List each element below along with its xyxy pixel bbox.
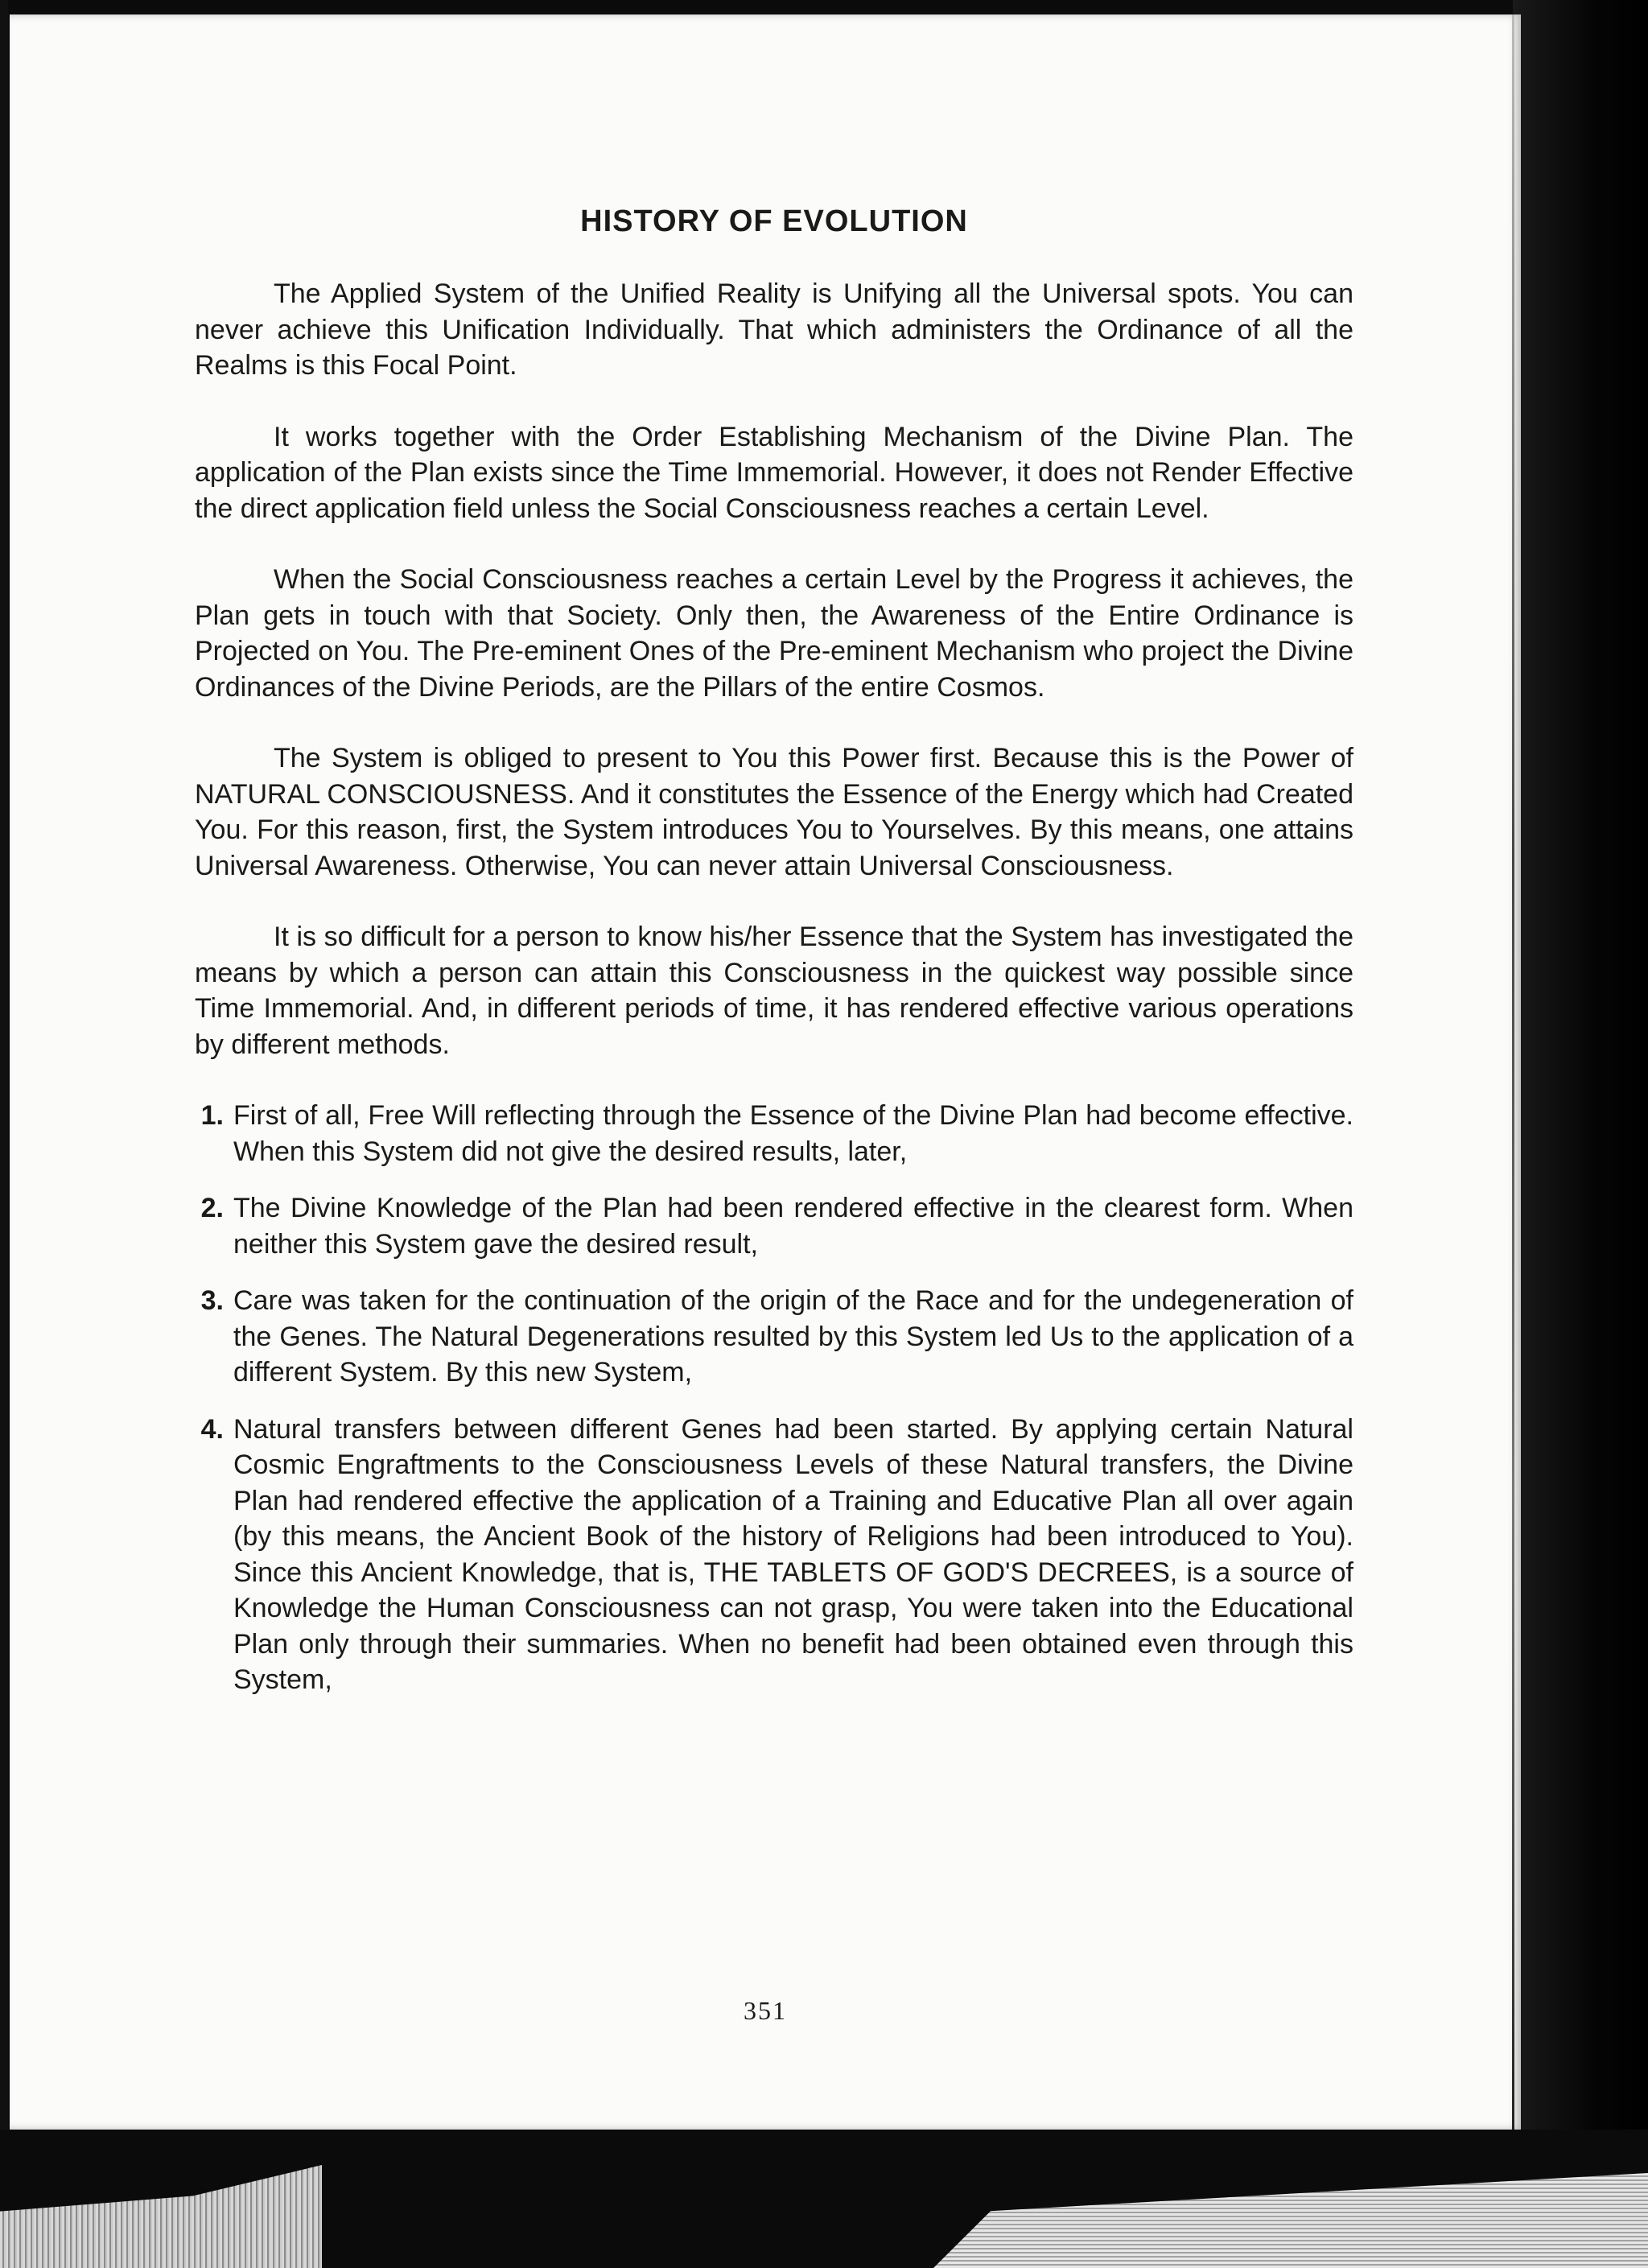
list-item-text: First of all, Free Will reflecting through the Essence of the Divine Plan had become effective. When this System did not give the desired results, later, bbox=[233, 1100, 1353, 1167]
page-title: HISTORY OF EVOLUTION bbox=[580, 204, 968, 238]
scan-top-border bbox=[0, 0, 1648, 16]
list-item bbox=[195, 1283, 1353, 1391]
numbered-list bbox=[195, 1098, 1353, 1698]
list-item bbox=[195, 1190, 1353, 1262]
paragraph-5: It is so difficult for a person to know his/her Essence that the System has investigated the means by which a person can attain this Consciousness in the quickest way possible since Time Immemorial. And, in different periods of time, it has rendered effective various operations by different methods. bbox=[195, 922, 1353, 1060]
list-item-number: 2. bbox=[200, 1193, 224, 1223]
list-item-number: 3. bbox=[200, 1285, 224, 1316]
paragraph-4: The System is obliged to present to You this Power first. Because this is the Power of NATURAL CONSCIOUSNESS. And it constitutes the Essence of the Energy which had Created You. For this reason, first, the System introduces You to Yourselves. By this means, one attains Universal Awareness. Otherwise, You can never attain Universal Consciousness. bbox=[195, 743, 1353, 881]
paragraph-3: When the Social Consciousness reaches a certain Level by the Progress it achieves, the Plan gets in touch with that Society. Only then, the Awareness of the Entire Ordinance is Projected on You. The Pre-eminent Ones of the Pre-eminent Mechanism who project the Divine Ordinances of the Divine Periods, are the Pillars of the entire Cosmos. bbox=[195, 564, 1353, 703]
scan-left-edge bbox=[0, 0, 8, 2141]
book-page bbox=[10, 14, 1521, 2130]
page-content bbox=[195, 204, 1353, 1719]
list-item-text: The Divine Knowledge of the Plan had been rendered effective in the clearest form. When neither this System gave the desired result, bbox=[233, 1193, 1353, 1260]
page-number: 351 bbox=[744, 1996, 787, 2025]
page-edge-line bbox=[1512, 14, 1514, 2130]
paragraph-2: It works together with the Order Establishing Mechanism of the Divine Plan. The application of the Plan exists since the Time Immemorial. However, it does not Render Effective the direct application field unless the Social Consciousness reaches a certain Level. bbox=[195, 421, 1353, 524]
list-item-text: Care was taken for the continuation of the origin of the Race and for the undegeneration of the Genes. The Natural Degenerations resulted by this System led Us to the application of a different System. By this new System, bbox=[233, 1285, 1353, 1388]
list-item-text: Natural transfers between different Genes had been started. By applying certain Natural Cosmic Engraftments to the Consciousness Levels of these Natural transfers, the Divine Plan had rendered effective the application of a Training and Educative Plan all over again (by this means, the Ancient Book of the history of Religions had been introduced to You). Since this Ancient Knowledge, that is, THE TABLETS OF GOD'S DECREES, is a source of Knowledge the Human Consciousness can not grasp, You were taken into the Educational Plan only through their summaries. When no benefit had been obtained even through this System, bbox=[233, 1413, 1353, 1695]
list-item-number: 1. bbox=[200, 1100, 224, 1131]
list-item-number: 4. bbox=[200, 1413, 224, 1445]
list-item bbox=[195, 1412, 1353, 1698]
paragraph-1: The Applied System of the Unified Reality is Unifying all the Universal spots. You can never achieve this Unification Individually. That which administers the Ordinance of all the Realms is this Focal Point. bbox=[195, 278, 1353, 381]
list-item bbox=[195, 1098, 1353, 1169]
scan-right-shadow bbox=[1513, 0, 1648, 2268]
